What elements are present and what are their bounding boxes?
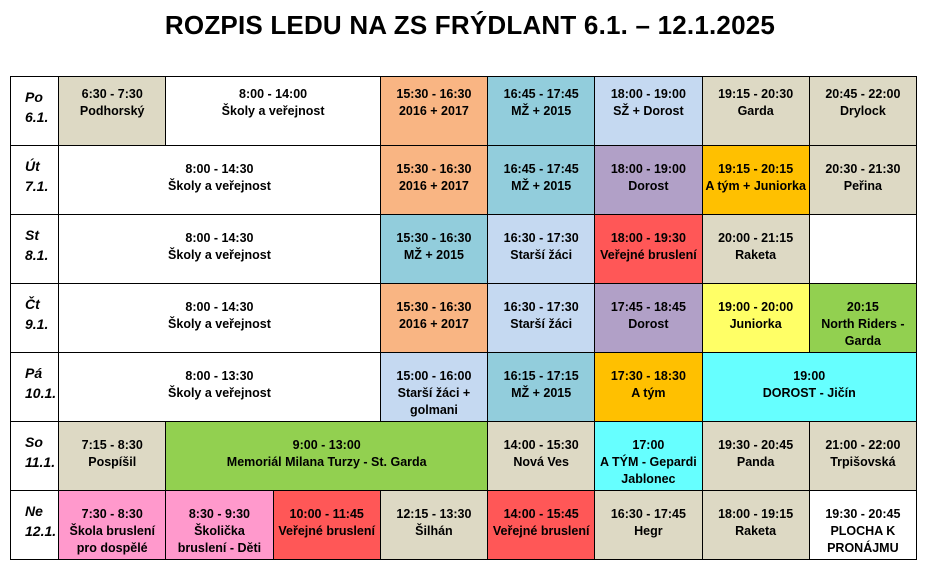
slot-cell: 8:00 - 13:30 Školy a veřejnost [59,353,381,422]
slot-cell: 20:30 - 21:30 Peřina [809,146,916,215]
slot-cell: 15:30 - 16:30 2016 + 2017 [380,77,487,146]
day-row-friday [11,353,917,422]
slot-cell: 21:00 - 22:00 Trpišovská [809,422,916,491]
slot-cell: 20:00 - 21:15 Raketa [702,215,809,284]
day-label: Pá 10.1. [11,353,59,422]
slot-cell: 8:00 - 14:00 Školy a veřejnost [166,77,380,146]
slot-cell: 15:30 - 16:30 2016 + 2017 [380,284,487,353]
slot-cell-empty [809,215,916,284]
slot-cell: 16:30 - 17:30 Starší žáci [488,284,595,353]
slot-cell: 8:00 - 14:30 Školy a veřejnost [59,146,381,215]
slot-cell: 16:15 - 17:15 MŽ + 2015 [488,353,595,422]
day-row-monday [11,77,917,146]
page-title: ROZPIS LEDU NA ZS FRÝDLANT 6.1. – 12.1.2025 [164,10,776,40]
day-label: Po 6.1. [11,77,59,146]
slot-cell: 18:00 - 19:00 Dorost [595,146,702,215]
day-label: Čt 9.1. [11,284,59,353]
day-row-thursday [11,284,917,353]
slot-cell: 16:30 - 17:30 Starší žáci [488,215,595,284]
slot-cell: 20:15 North Riders - Garda [809,284,916,353]
day-label: Ne 12.1. [11,491,59,560]
slot-cell: 19:30 - 20:45 PLOCHA K PRONÁJMU [809,491,916,560]
slot-cell: 19:00 - 20:00 Juniorka [702,284,809,353]
slot-cell: 19:30 - 20:45 Panda [702,422,809,491]
slot-cell: 15:30 - 16:30 2016 + 2017 [380,146,487,215]
slot-cell: 17:30 - 18:30 A tým [595,353,702,422]
slot-cell: 19:15 - 20:30 Garda [702,77,809,146]
slot-cell: 7:30 - 8:30 Škola bruslení pro dospělé [59,491,166,560]
slot-cell: 9:00 - 13:00 Memoriál Milana Turzy - St. Garda [166,422,488,491]
slot-cell: 20:45 - 22:00 Drylock [809,77,916,146]
slot-cell: 18:00 - 19:00 SŽ + Dorost [595,77,702,146]
slot-cell: 14:00 - 15:45 Veřejné bruslení [488,491,595,560]
slot-cell: 16:30 - 17:45 Hegr [595,491,702,560]
slot-cell: 12:15 - 13:30 Šilhán [380,491,487,560]
slot-cell: 19:00 DOROST - Jičín [702,353,916,422]
day-row-tuesday [11,146,917,215]
slot-cell: 15:00 - 16:00 Starší žáci + golmani [380,353,487,422]
day-label: So 11.1. [11,422,59,491]
day-row-saturday [11,422,917,491]
slot-cell: 17:00 A TÝM - Gepardi Jablonec [595,422,702,491]
slot-cell: 7:15 - 8:30 Pospíšil [59,422,166,491]
day-row-sunday [11,491,917,560]
slot-cell: 15:30 - 16:30 MŽ + 2015 [380,215,487,284]
slot-cell: 17:45 - 18:45 Dorost [595,284,702,353]
slot-cell: 8:00 - 14:30 Školy a veřejnost [59,215,381,284]
day-row-wednesday [11,215,917,284]
schedule-table [10,76,917,560]
slot-cell: 18:00 - 19:15 Raketa [702,491,809,560]
slot-cell: 8:30 - 9:30 Školička bruslení - Děti [166,491,273,560]
slot-cell: 14:00 - 15:30 Nová Ves [488,422,595,491]
slot-cell: 6:30 - 7:30 Podhorský [59,77,166,146]
slot-cell: 8:00 - 14:30 Školy a veřejnost [59,284,381,353]
slot-cell: 10:00 - 11:45 Veřejné bruslení [273,491,380,560]
day-label: Út 7.1. [11,146,59,215]
slot-cell: 18:00 - 19:30 Veřejné bruslení [595,215,702,284]
slot-cell: 19:15 - 20:15 A tým + Juniorka [702,146,809,215]
slot-cell: 16:45 - 17:45 MŽ + 2015 [488,77,595,146]
slot-cell: 16:45 - 17:45 MŽ + 2015 [488,146,595,215]
day-label: St 8.1. [11,215,59,284]
